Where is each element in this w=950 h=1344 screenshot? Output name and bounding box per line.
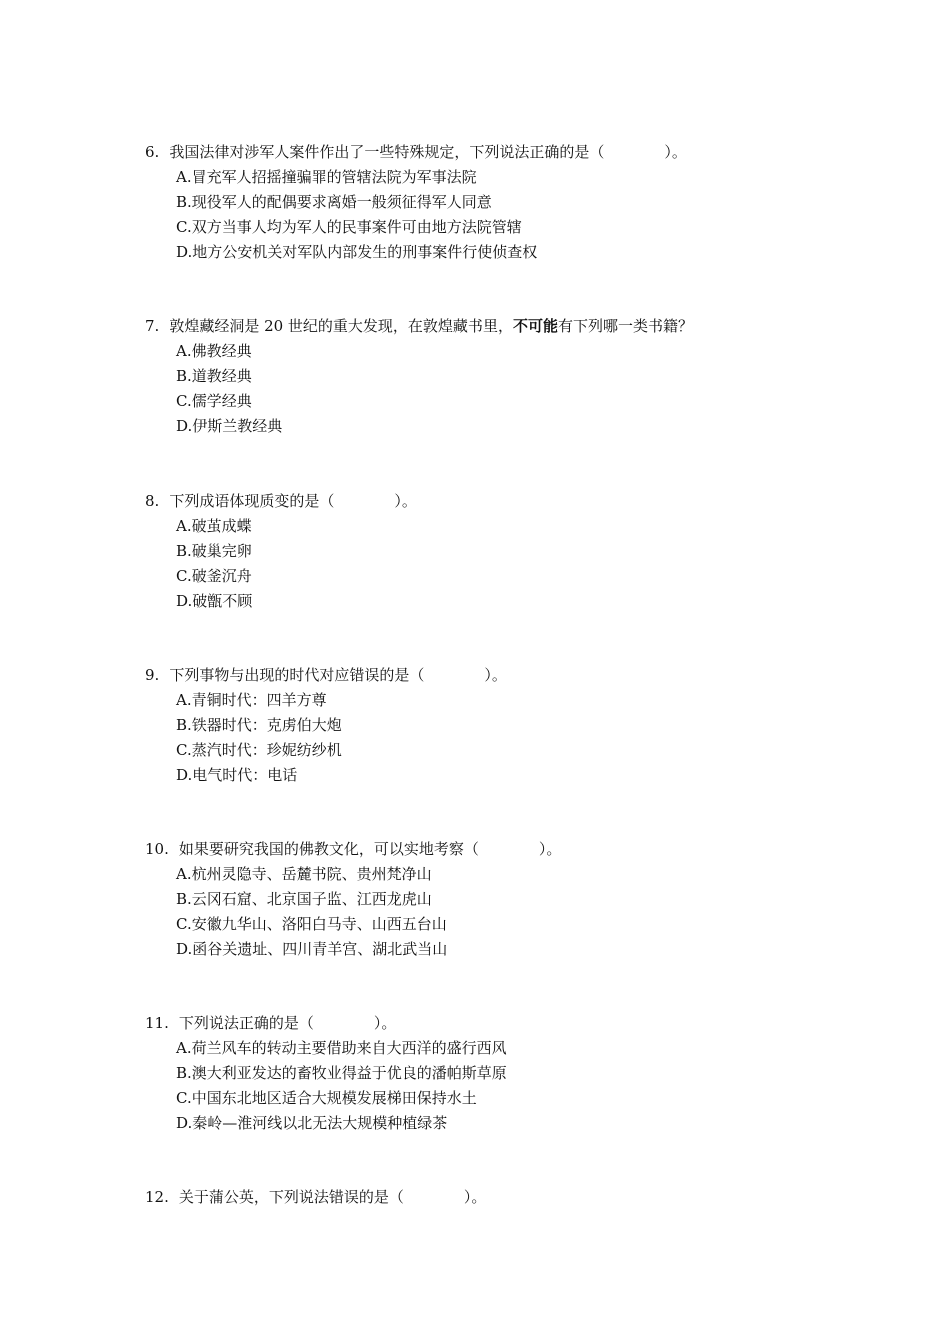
option-a: A.冒充军人招摇撞骗罪的管辖法院为军事法院 <box>176 168 477 186</box>
question-stem <box>145 316 693 336</box>
question-stem <box>145 665 507 685</box>
option-d: D.函谷关遗址、四川青羊宫、湖北武当山 <box>176 940 448 958</box>
question-stem <box>145 1187 486 1207</box>
option-c: C.安徽九华山、洛阳白马寺、山西五台山 <box>176 915 447 933</box>
option-c: C.破釜沉舟 <box>176 567 252 585</box>
option-d: D.秦岭—淮河线以北无法大规模种植绿茶 <box>176 1114 448 1132</box>
option-a: A.青铜时代：四羊方尊 <box>176 691 327 709</box>
question-stem <box>145 142 687 162</box>
question-number: 7. <box>145 317 160 335</box>
question-number: 12. <box>145 1188 169 1206</box>
option-b: B.现役军人的配偶要求离婚一般须征得军人同意 <box>176 193 492 211</box>
option-c: C.双方当事人均为军人的民事案件可由地方法院管辖 <box>176 218 522 236</box>
option-c: C.蒸汽时代：珍妮纺纱机 <box>176 741 342 759</box>
option-b: B.云冈石窟、北京国子监、江西龙虎山 <box>176 890 432 908</box>
option-d: D.破甑不顾 <box>176 592 253 610</box>
option-d: D.伊斯兰教经典 <box>176 417 283 435</box>
option-b: B.澳大利亚发达的畜牧业得益于优良的潘帕斯草原 <box>176 1064 507 1082</box>
question-number: 8. <box>145 492 160 510</box>
question-stem <box>145 1013 396 1033</box>
option-a: A.佛教经典 <box>176 342 252 360</box>
question-number: 11. <box>145 1014 169 1032</box>
question-text: 下列说法正确的是（ ）。 <box>178 1014 397 1032</box>
option-b: B.道教经典 <box>176 367 252 385</box>
option-c: C.中国东北地区适合大规模发展梯田保持水土 <box>176 1089 477 1107</box>
question-text: 如果要研究我国的佛教文化，可以实地考察（ ）。 <box>178 840 562 858</box>
option-c: C.儒学经典 <box>176 392 252 410</box>
option-a: A.破茧成蝶 <box>176 517 252 535</box>
option-a: A.荷兰风车的转动主要借助来自大西洋的盛行西风 <box>176 1039 507 1057</box>
question-text: 关于蒲公英，下列说法错误的是（ ）。 <box>178 1188 487 1206</box>
question-number: 10. <box>145 840 169 858</box>
question-text-tail: 有下列哪一类书籍？ <box>557 317 693 335</box>
option-a: A.杭州灵隐寺、岳麓书院、贵州梵净山 <box>176 865 432 883</box>
option-b: B.铁器时代：克虏伯大炮 <box>176 716 342 734</box>
question-emphasis: 不可能 <box>512 317 558 335</box>
option-d: D.电气时代：电话 <box>176 766 298 784</box>
option-d: D.地方公安机关对军队内部发生的刑事案件行使侦查权 <box>176 243 538 261</box>
question-number: 6. <box>145 143 160 161</box>
question-text: 我国法律对涉军人案件作出了一些特殊规定，下列说法正确的是（ ）。 <box>169 143 687 161</box>
question-text: 下列成语体现质变的是（ ）。 <box>169 492 417 510</box>
question-text: 敦煌藏经洞是 20 世纪的重大发现，在敦煌藏书里， <box>169 317 513 335</box>
question-stem <box>145 839 561 859</box>
question-text: 下列事物与出现的时代对应错误的是（ ）。 <box>169 666 507 684</box>
question-stem <box>145 491 417 511</box>
question-number: 9. <box>145 666 160 684</box>
option-b: B.破巢完卵 <box>176 542 252 560</box>
